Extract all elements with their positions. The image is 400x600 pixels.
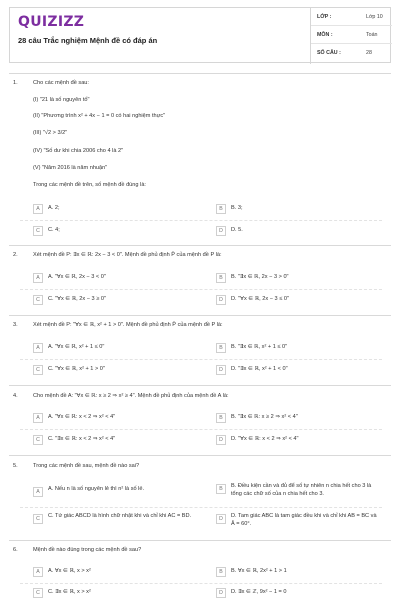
choice-text: B. Điều kiện cần và đủ để số tự nhiên n chia hết cho 3 là tổng các chữ số của n chia hết cho 3. xyxy=(231,483,372,497)
choice-divider xyxy=(20,507,382,508)
choice-text: B. "∃x ∈ ℝ, 2x − 3 > 0" xyxy=(231,274,289,280)
statement: (II) "Phương trình x² + 4x − 1 = 0 có hai nghiệm thực" xyxy=(33,113,166,119)
choice-c[interactable] xyxy=(33,224,193,238)
choice-b[interactable] xyxy=(216,271,376,285)
choice-text: C. "∃x ∈ ℝ: x < 2 ⇒ x² < 4" xyxy=(48,436,116,442)
choice-d[interactable] xyxy=(216,293,376,307)
choice-letter: D xyxy=(216,435,226,445)
question-number: 5. xyxy=(13,463,18,469)
question-number: 1. xyxy=(13,80,18,86)
question-number: 2. xyxy=(13,252,18,258)
choice-text: A. 2; xyxy=(48,205,60,211)
info-row-count xyxy=(311,44,392,62)
choice-letter: D xyxy=(216,588,226,598)
choice-a[interactable] xyxy=(33,341,193,355)
choice-text: C. ∃x ∈ ℝ, x > x² xyxy=(48,589,91,595)
info-value: Lớp 10 xyxy=(366,14,383,20)
info-label: MÔN : xyxy=(317,32,333,38)
choice-divider xyxy=(20,583,382,584)
statement: (V) "Năm 2016 là năm nhuận" xyxy=(33,165,108,171)
choice-letter: A xyxy=(33,343,43,353)
choice-divider xyxy=(20,429,382,430)
choice-text: A. "∀x ∈ ℝ, x² + 1 ≤ 0" xyxy=(48,344,105,350)
divider xyxy=(9,540,391,541)
statement: (III) "√2 > 3/2" xyxy=(33,130,68,136)
choice-text: B. "∃x ∈ ℝ, x² + 1 ≤ 0" xyxy=(231,344,288,350)
info-row-subject xyxy=(311,26,392,44)
choice-text: D. 5. xyxy=(231,227,243,233)
choice-b[interactable] xyxy=(216,565,376,579)
divider xyxy=(9,73,391,74)
choice-letter: D xyxy=(216,365,226,375)
question-number: 3. xyxy=(13,322,18,328)
choice-a[interactable] xyxy=(33,485,203,503)
info-row-class xyxy=(311,8,392,26)
choice-letter: D xyxy=(216,226,226,236)
info-value: Toán xyxy=(366,32,378,38)
choice-d[interactable] xyxy=(216,512,386,532)
choice-divider xyxy=(20,220,382,221)
choice-letter: B xyxy=(216,413,226,423)
choice-a[interactable] xyxy=(33,202,193,216)
divider xyxy=(9,245,391,246)
statement: (I) "21 là số nguyên tố" xyxy=(33,97,90,103)
choice-letter: A xyxy=(33,487,43,497)
choice-d[interactable] xyxy=(216,224,376,238)
choice-letter: B xyxy=(216,273,226,283)
choice-letter: B xyxy=(216,567,226,577)
choice-text: B. ∀x ∈ ℝ, 2x² + 1 > 1 xyxy=(231,568,287,574)
choice-text: B. 3; xyxy=(231,205,243,211)
question-prompt: Trong các mệnh đề trên, số mệnh đề đúng là: xyxy=(33,182,146,188)
divider xyxy=(9,385,391,386)
choice-d[interactable] xyxy=(216,363,376,377)
choice-text: D. "∀x ∈ ℝ: x < 2 ⇒ x² < 4" xyxy=(231,436,299,442)
choice-text: D. "∃x ∈ ℝ, x² + 1 < 0" xyxy=(231,366,288,372)
info-label: SỐ CÂU : xyxy=(317,50,341,56)
choice-letter: B xyxy=(216,343,226,353)
choice-letter: A xyxy=(33,273,43,283)
question-text: Trong các mệnh đề sau, mệnh đề nào sai? xyxy=(33,463,140,469)
choice-c[interactable] xyxy=(33,586,193,600)
choice-letter: C xyxy=(33,295,43,305)
choice-b[interactable] xyxy=(216,202,376,216)
choice-letter: C xyxy=(33,226,43,236)
document-title: 28 câu Trắc nghiệm Mệnh đề có đáp án xyxy=(18,36,158,45)
choice-letter: C xyxy=(33,435,43,445)
choice-text: A. "∀x ∈ ℝ: x < 2 ⇒ x² < 4" xyxy=(48,414,116,420)
choice-text: D. ∃x ∈ ℤ, 9x² − 1 = 0 xyxy=(231,589,287,595)
choice-b[interactable] xyxy=(216,411,376,425)
choice-c[interactable] xyxy=(33,363,193,377)
question-text: Mệnh đề nào đúng trong các mệnh đề sau? xyxy=(33,547,142,553)
choice-c[interactable] xyxy=(33,512,203,532)
choice-divider xyxy=(20,289,382,290)
info-table xyxy=(310,8,392,64)
choice-text: A. "∀x ∈ ℝ, 2x − 3 < 0" xyxy=(48,274,106,280)
divider xyxy=(9,455,391,456)
quizizz-logo: QUIZIZZ xyxy=(18,14,85,30)
choice-letter: D xyxy=(216,514,226,524)
question-text: Xét mệnh đề P: "∀x ∈ ℝ, x² + 1 > 0". Mệnh đề phủ định P̄ của mệnh đề P là: xyxy=(33,322,223,328)
choice-text: B. "∃x ∈ ℝ: x ≥ 2 ⇒ x² < 4" xyxy=(231,414,298,420)
choice-text: A. Nếu n là số nguyên lẻ thì n² là số lẻ. xyxy=(48,486,145,492)
question-number: 6. xyxy=(13,547,18,553)
choice-c[interactable] xyxy=(33,433,193,447)
question-number: 4. xyxy=(13,393,18,399)
choice-a[interactable] xyxy=(33,271,193,285)
choice-a[interactable] xyxy=(33,411,193,425)
choice-letter: B xyxy=(216,484,226,494)
choice-text: D. Tam giác ABC là tam giác đều khi và chỉ khi AB = BC và Â = 60°. xyxy=(231,513,377,527)
divider xyxy=(9,315,391,316)
choice-text: C. Tứ giác ABCD là hình chữ nhật khi và chỉ khi AC = BD. xyxy=(48,513,192,519)
choice-text: A. ∀x ∈ ℝ, x > x² xyxy=(48,568,91,574)
choice-b[interactable] xyxy=(216,482,386,502)
choice-text: C. "∀x ∈ ℝ, x² + 1 > 0" xyxy=(48,366,105,372)
question-text: Cho các mệnh đề sau: xyxy=(33,80,89,86)
choice-letter: A xyxy=(33,567,43,577)
question-text: Cho mệnh đề A: "∀x ∈ ℝ: x ≥ 2 ⇒ x² ≥ 4". Mệnh đề phủ định của mệnh đề A là: xyxy=(33,393,229,399)
choice-divider xyxy=(20,359,382,360)
choice-c[interactable] xyxy=(33,293,193,307)
choice-letter: B xyxy=(216,204,226,214)
choice-letter: C xyxy=(33,588,43,598)
choice-b[interactable] xyxy=(216,341,376,355)
document-header xyxy=(9,7,391,63)
info-value: 28 xyxy=(366,50,372,56)
choice-d[interactable] xyxy=(216,586,376,600)
question-text: Xét mệnh đề P: ∃x ∈ ℝ: 2x − 3 < 0". Mệnh đề phủ định P̄ của mệnh đề P là: xyxy=(33,252,222,258)
statement: (IV) "Số dư khi chia 2006 cho 4 là 2" xyxy=(33,148,124,154)
choice-a[interactable] xyxy=(33,565,193,579)
choice-text: C. "∀x ∈ ℝ, 2x − 3 ≥ 0" xyxy=(48,296,106,302)
choice-letter: A xyxy=(33,413,43,423)
choice-text: D. "∀x ∈ ℝ, 2x − 3 ≤ 0" xyxy=(231,296,289,302)
choice-letter: C xyxy=(33,514,43,524)
info-label: LỚP : xyxy=(317,14,332,20)
choice-d[interactable] xyxy=(216,433,376,447)
choice-text: C. 4; xyxy=(48,227,60,233)
choice-letter: A xyxy=(33,204,43,214)
choice-letter: D xyxy=(216,295,226,305)
choice-letter: C xyxy=(33,365,43,375)
